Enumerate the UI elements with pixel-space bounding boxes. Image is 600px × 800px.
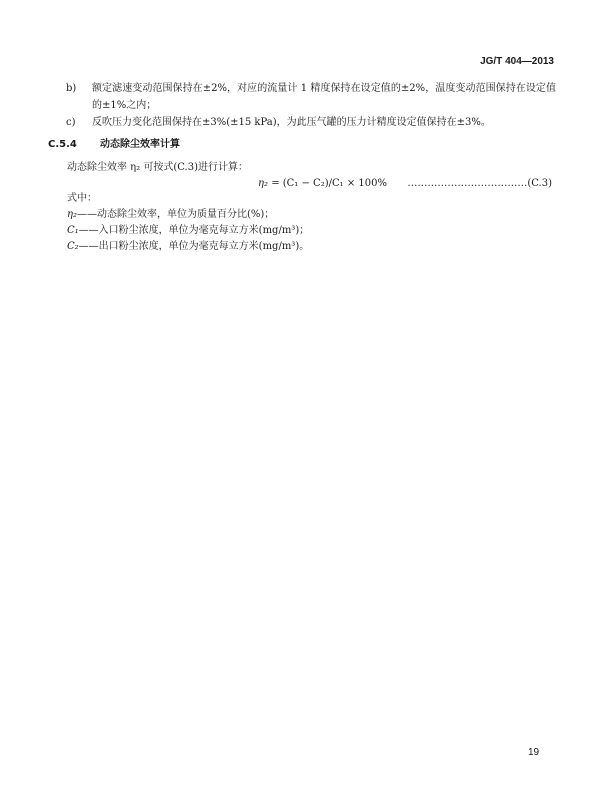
section-title: 动态除尘效率计算 bbox=[100, 139, 180, 150]
formula-rhs: = (C₁ − C₂)/C₁ × 100% bbox=[271, 178, 387, 189]
where-label: 式中： bbox=[67, 193, 97, 204]
list-item-text: 反吹压力变化范围保持在±3%(±15 kPa)，为此压气罐的压力计精度设定值保持在±3%。 bbox=[92, 117, 491, 128]
formula-c3 bbox=[258, 176, 387, 192]
section-number: C.5.4 bbox=[48, 139, 77, 150]
formula-lhs: η₂ bbox=[258, 178, 268, 189]
section-heading bbox=[48, 137, 180, 153]
formula-reference: ………………………………(C.3) bbox=[407, 178, 552, 189]
list-item-text: 额定滤速变动范围保持在±2%，对应的流量计 1 精度保持在设定值的±2%，温度变动范围保持在设定值的±1%之内； bbox=[92, 83, 556, 111]
list-item bbox=[50, 80, 556, 114]
section-intro: 动态除尘效率 η₂ 可按式(C.3)进行计算： bbox=[67, 162, 248, 173]
definition-text: ——动态除尘效率，单位为质量百分比(%)； bbox=[77, 209, 275, 220]
list-item bbox=[50, 114, 556, 131]
list-item-marker: b) bbox=[66, 83, 77, 94]
definition-item bbox=[67, 239, 309, 255]
definition-text: ——出口粉尘浓度，单位为毫克每立方米(mg/m³)。 bbox=[78, 241, 310, 252]
definition-item bbox=[67, 207, 274, 223]
standard-code: JG/T 404—2013 bbox=[480, 56, 554, 67]
page-number: 19 bbox=[528, 747, 540, 758]
definition-text: ——入口粉尘浓度，单位为毫克每立方米(mg/m³)； bbox=[78, 225, 310, 236]
definition-item bbox=[67, 223, 309, 239]
definition-symbol: C₂ bbox=[67, 241, 79, 252]
definition-symbol: C₁ bbox=[67, 225, 79, 236]
list-item-marker: c) bbox=[66, 117, 76, 128]
definition-symbol: η₂ bbox=[67, 209, 77, 220]
